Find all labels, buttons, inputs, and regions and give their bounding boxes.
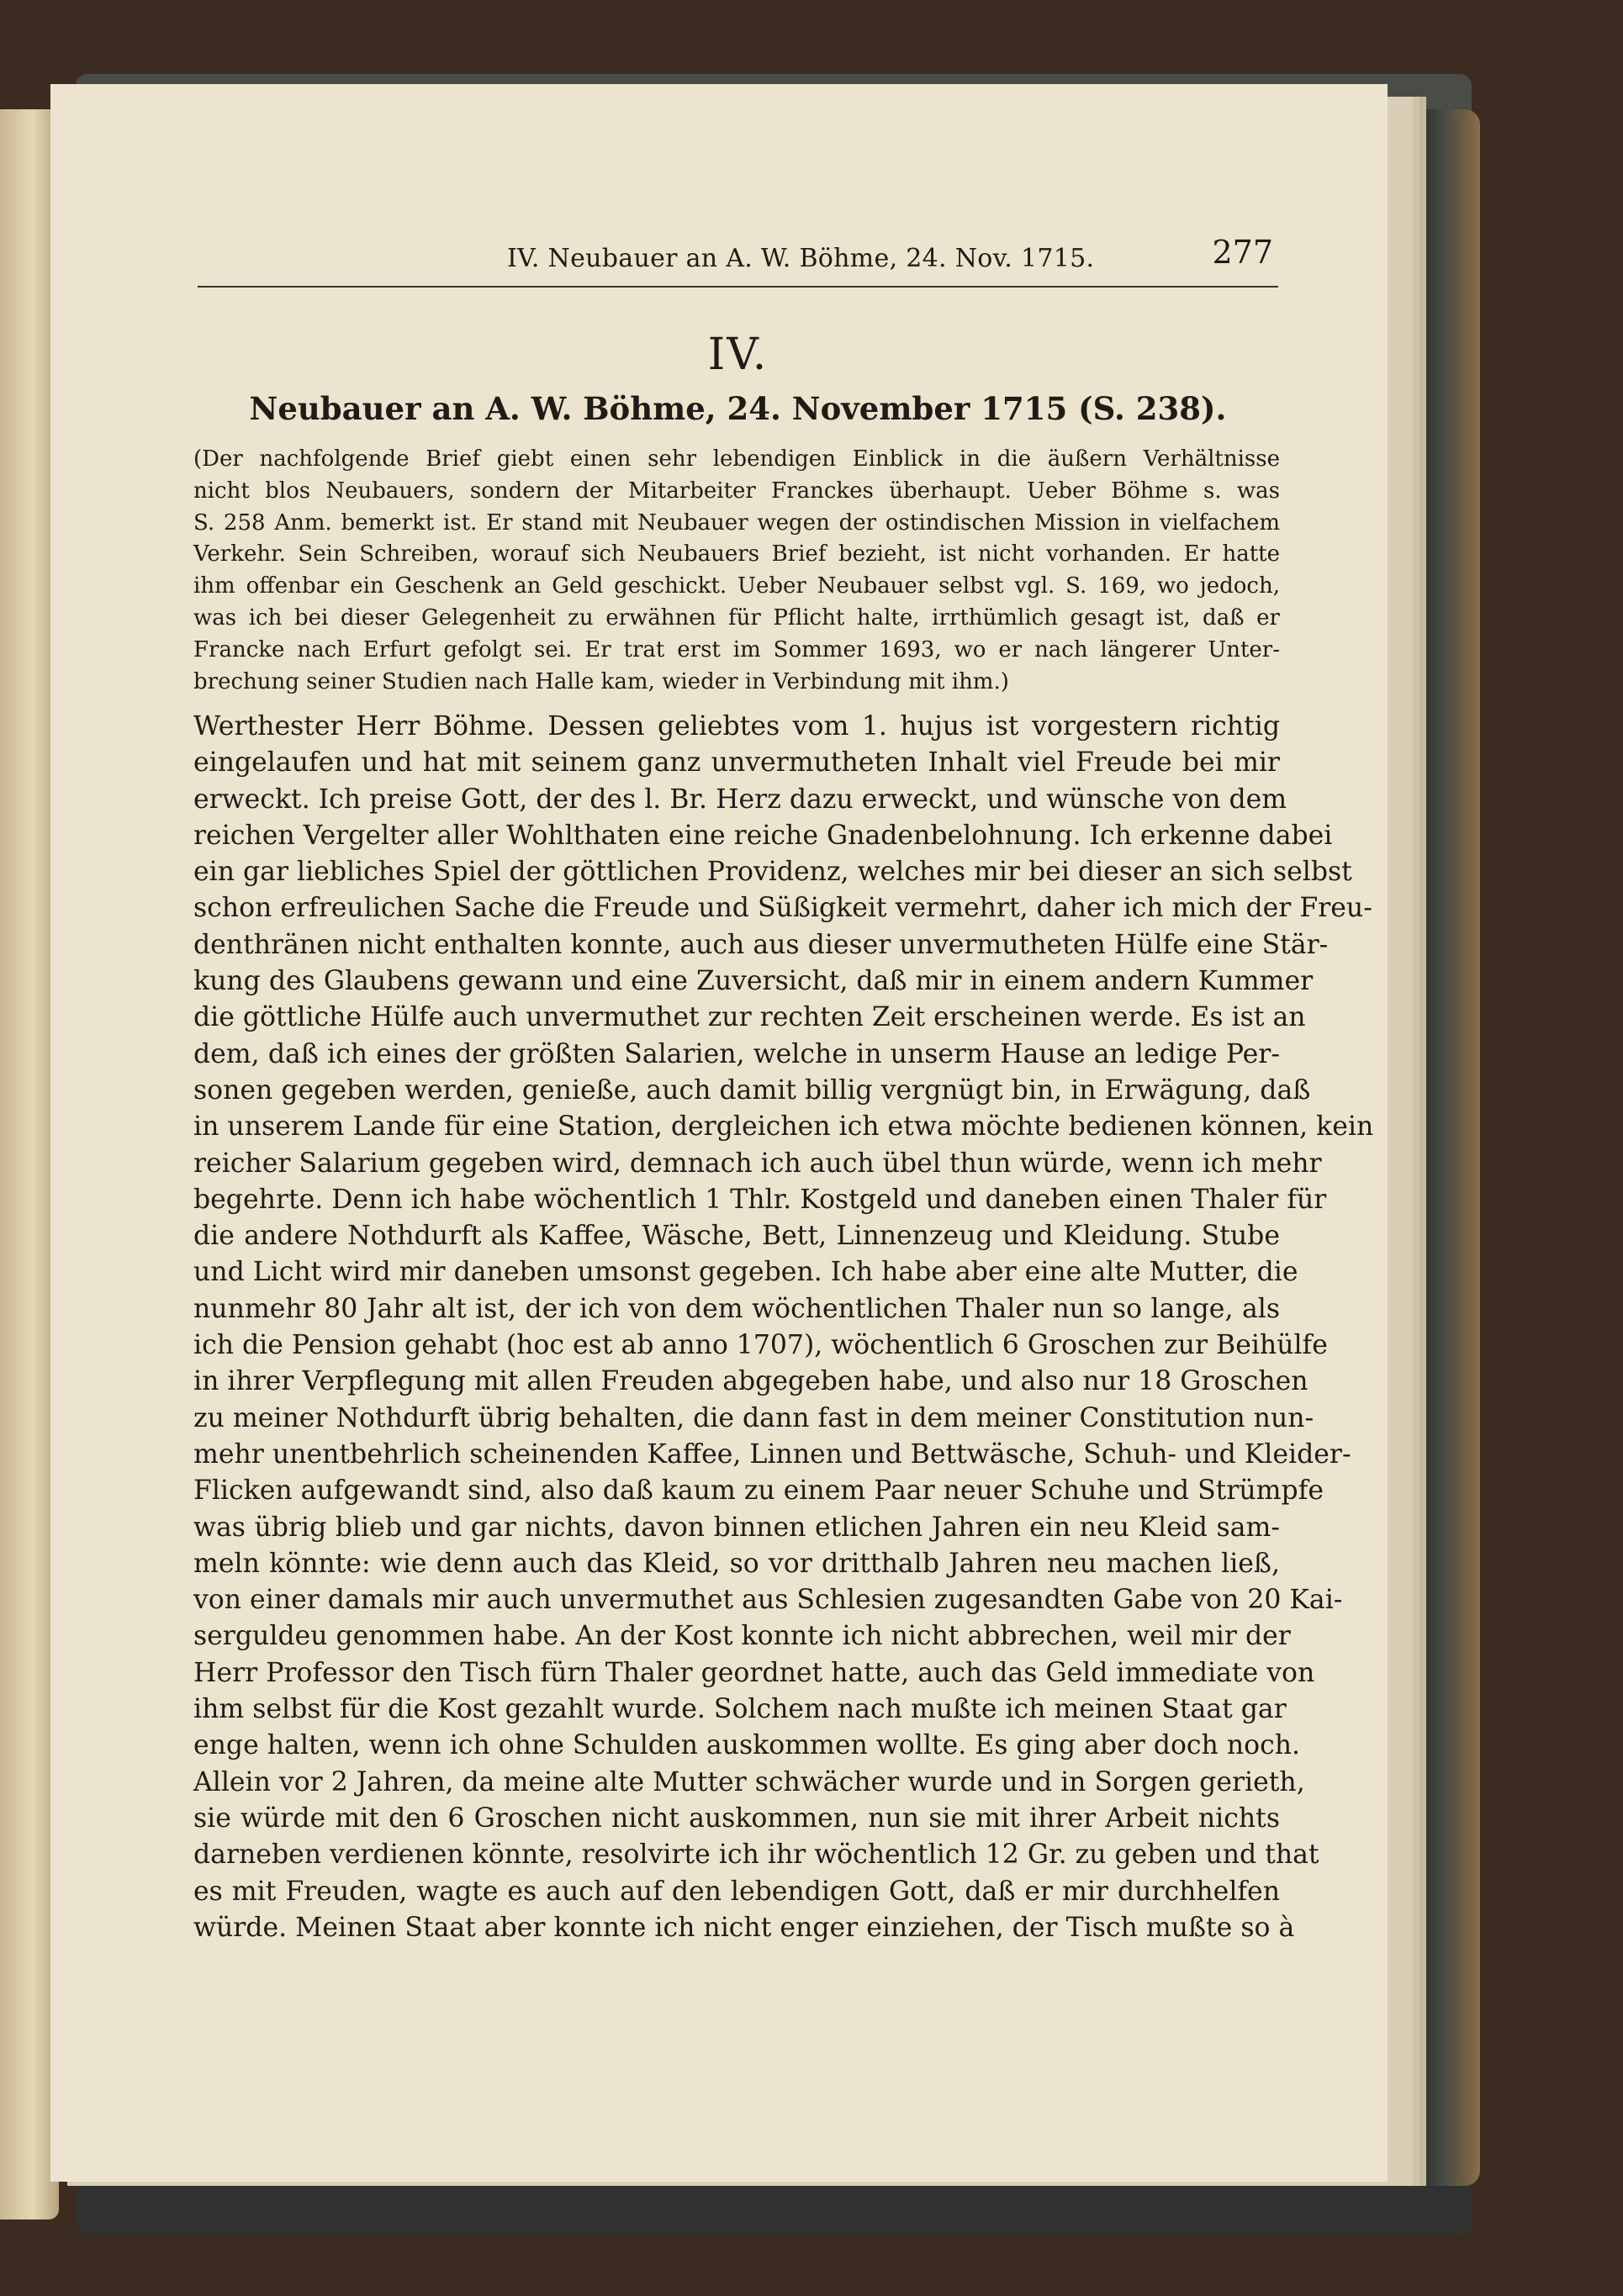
body-line: serguldeu genommen habe. An der Kost konnte ich nicht abbrechen, weil mir der: [193, 1621, 1291, 1652]
body-line: in unserem Lande für eine Station, dergleichen ich etwa möchte bedienen können, kein: [193, 1111, 1374, 1143]
body-line: dem, daß ich eines der größten Salarien, welche in unserm Hause an ledige Per-: [193, 1038, 1280, 1069]
note-line: S. 258 Anm. bemerkt ist. Er stand mit Neubauer wegen der ostindischen Mission in vielfachem: [193, 509, 1280, 536]
body-line: und Licht wird mir daneben umsonst gegeben. Ich habe aber eine alte Mutter, die: [193, 1257, 1298, 1288]
body-line: es mit Freuden, wagte es auch auf den lebendigen Gott, daß er mir durchhelfen: [193, 1876, 1280, 1907]
running-head: [198, 234, 1278, 288]
note-line: ihm offenbar ein Geschenk an Geld geschickt. Ueber Neubauer selbst vgl. S. 169, wo jedoch,: [193, 573, 1280, 599]
body-line: Werthester Herr Böhme. Dessen geliebtes vom 1. hujus ist vorgestern richtig: [193, 711, 1280, 742]
body-line: was übrig blieb und gar nichts, davon binnen etlichen Jahren ein neu Kleid sam-: [193, 1512, 1280, 1543]
note-line: (Der nachfolgende Brief giebt einen sehr lebendigen Einblick in die äußern Verhältnisse: [193, 446, 1280, 472]
page-number: 277: [1212, 234, 1273, 271]
body-line: enge halten, wenn ich ohne Schulden auskommen wollte. Es ging aber doch noch.: [193, 1730, 1301, 1761]
note-line: Francke nach Erfurt gefolgt sei. Er trat erst im Sommer 1693, wo er nach längerer Unter-: [193, 636, 1280, 662]
chapter-title: Neubauer an A. W. Böhme, 24. November 1715 (S. 238).: [249, 390, 1227, 427]
body-line: meln könnte: wie denn auch das Kleid, so vor dritthalb Jahren neu machen ließ,: [193, 1548, 1280, 1579]
running-head-title: IV. Neubauer an A. W. Böhme, 24. Nov. 1715.: [507, 244, 1095, 273]
letter-body: [193, 709, 1374, 1946]
body-line: Herr Professor den Tisch fürn Thaler geordnet hatte, auch das Geld immediate von: [193, 1657, 1315, 1688]
body-line: denthränen nicht enthalten konnte, auch aus dieser unvermutheten Hülfe eine Stär-: [193, 929, 1329, 960]
note-line: was ich bei dieser Gelegenheit zu erwähnen für Pflicht halte, irrthümlich gesagt ist, daß er: [193, 604, 1280, 631]
body-line: ich die Pension gehabt (hoc est ab anno 1707), wöchentlich 6 Groschen zur Beihülfe: [193, 1330, 1328, 1361]
body-line: die göttliche Hülfe auch unvermuthet zur rechten Zeit erscheinen werde. Es ist an: [193, 1002, 1306, 1033]
body-line: mehr unentbehrlich scheinenden Kaffee, Linnen und Bettwäsche, Schuh- und Kleider-: [193, 1438, 1351, 1470]
book-page: [50, 84, 1388, 2182]
body-line: kung des Glaubens gewann und eine Zuversicht, daß mir in einem andern Kummer: [193, 966, 1314, 997]
body-line: würde. Meinen Staat aber konnte ich nicht enger einziehen, der Tisch mußte so à: [193, 1912, 1295, 1943]
body-line: Allein vor 2 Jahren, da meine alte Mutter schwächer wurde und in Sorgen gerieth,: [193, 1766, 1305, 1797]
body-line: begehrte. Denn ich habe wöchentlich 1 Thlr. Kostgeld und daneben einen Thaler für: [193, 1184, 1327, 1215]
note-line: brechung seiner Studien nach Halle kam, wieder in Verbindung mit ihm.): [193, 668, 1009, 694]
body-line: ihm selbst für die Kost gezahlt wurde. Solchem nach mußte ich meinen Staat gar: [193, 1694, 1287, 1725]
body-line: darneben verdienen könnte, resolvirte ich ihr wöchentlich 12 Gr. zu geben und that: [193, 1839, 1319, 1871]
note-line: nicht blos Neubauers, sondern der Mitarbeiter Franckes überhaupt. Ueber Böhme s. was: [193, 478, 1280, 504]
body-line: reicher Salarium gegeben wird, demnach ich auch übel thun würde, wenn ich mehr: [193, 1148, 1322, 1179]
body-line: sie würde mit den 6 Groschen nicht auskommen, nun sie mit ihrer Arbeit nichts: [193, 1802, 1280, 1834]
body-line: reichen Vergelter aller Wohlthaten eine reiche Gnadenbelohnung. Ich erkenne dabei: [193, 820, 1333, 851]
body-line: die andere Nothdurft als Kaffee, Wäsche, Bett, Linnenzeug und Kleidung. Stube: [193, 1221, 1280, 1252]
note-line: Verkehr. Sein Schreiben, worauf sich Neubauers Brief bezieht, ist nicht vorhanden. Er hatte: [193, 541, 1280, 567]
chapter-number: IV.: [707, 330, 769, 380]
body-line: Flicken aufgewandt sind, also daß kaum zu einem Paar neuer Schuhe und Strümpfe: [193, 1475, 1324, 1507]
body-line: in ihrer Verpflegung mit allen Freuden abgegeben habe, und also nur 18 Groschen: [193, 1366, 1308, 1397]
body-line: zu meiner Nothdurft übrig behalten, die dann fast in dem meiner Constitution nun-: [193, 1402, 1314, 1433]
body-line: schon erfreulichen Sache die Freude und Süßigkeit vermehrt, daher ich mich der Freu-: [193, 893, 1372, 924]
editorial-note: [193, 444, 1280, 698]
body-line: ein gar liebliches Spiel der göttlichen Providenz, welches mir bei dieser an sich selbst: [193, 857, 1352, 888]
body-line: erweckt. Ich preise Gott, der des l. Br. Herz dazu erweckt, und wünsche von dem: [193, 784, 1287, 815]
body-line: von einer damals mir auch unvermuthet aus Schlesien zugesandten Gabe von 20 Kai-: [193, 1585, 1343, 1616]
body-line: eingelaufen und hat mit seinem ganz unvermutheten Inhalt viel Freude bei mir: [193, 747, 1280, 779]
cover-edge: [1421, 109, 1480, 2186]
body-line: nunmehr 80 Jahr alt ist, der ich von dem wöchentlichen Thaler nun so lange, als: [193, 1293, 1280, 1324]
body-line: sonen gegeben werden, genieße, auch damit billig vergnügt bin, in Erwägung, daß: [193, 1074, 1311, 1106]
